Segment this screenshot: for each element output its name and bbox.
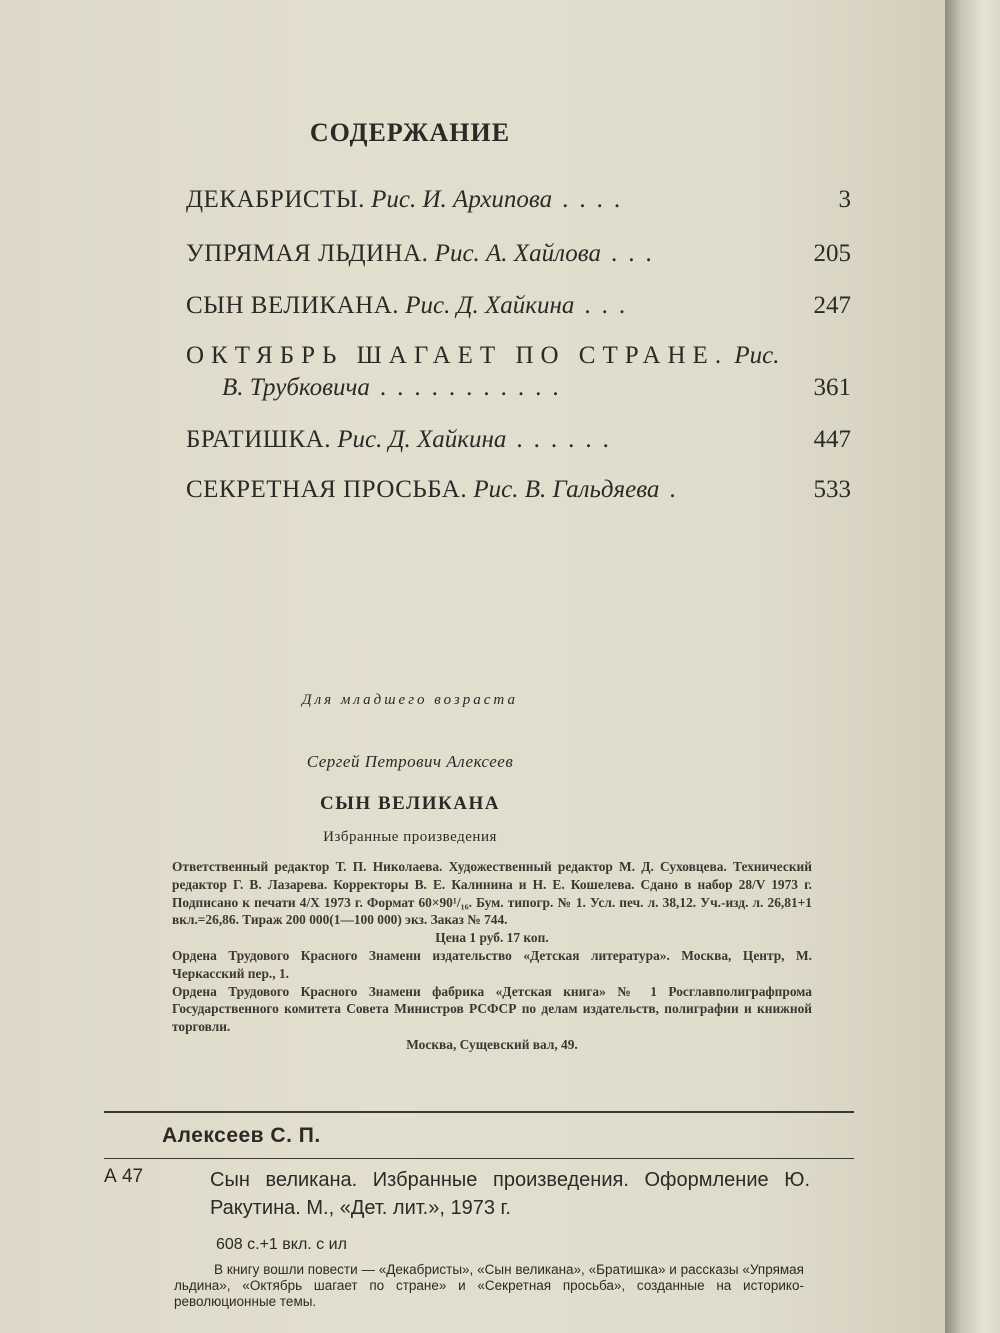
adjacent-page-edge [945,0,1000,1333]
toc-entry-page: 205 [813,240,851,267]
toc-entry-page: 361 [813,374,851,401]
catalog-author: Алексеев С. П. [162,1124,321,1147]
price: Цена 1 руб. 17 коп. [435,930,549,946]
leader-dots: ... [610,240,663,267]
toc-entry-page: 533 [813,476,851,503]
toc-entry [186,284,851,328]
catalog-pages: 608 с.+1 вкл. с ил [216,1236,347,1253]
toc-entry-continuation [186,366,851,410]
toc-entry-title: УПРЯМАЯ ЛЬДИНА. [186,240,429,267]
author-name: Сергей Петрович Алексеев [306,752,514,771]
catalog-description: Сын великана. Избранные произведения. Оформление Ю. Ракутина. М., «Дет. лит.», 1973 г. [210,1169,810,1219]
toc-entry-page: 447 [813,426,851,453]
leader-dots: . [669,476,687,503]
credits-editors: Ответственный редактор Т. П. Николаева. Художественный редактор М. Д. Суховцева. Технический редактор Г. В. Лазарева. Корректоры В. Е. Калинина и Н. Е. Кошелева. Сдано в набор 28/V 1973 г. Подписано к печати 4/X 1973 г. Формат 60×90¹/₁₆. Бум. типогр. № 1. Усл. печ. л. 38,12. Уч.-изд. л. 26,81+1 вкл.=26,86. Тираж 200 000(1—100 000) экз. Заказ № 744. [172,859,812,928]
contents-heading: СОДЕРЖАНИЕ [309,118,511,147]
divider [104,1111,854,1113]
toc-entry-page: 247 [813,292,851,319]
leader-dots: ... [584,292,637,319]
toc-entry [186,468,851,512]
toc-entry-illustrator: Рис. В. Гальдяева [473,476,660,503]
toc-entry-illustrator: В. Трубковича [222,374,370,401]
printer-address: Москва, Сущевский вал, 49. [406,1036,578,1052]
catalog-code: А 47 [104,1166,144,1187]
leader-dots: ...... [516,426,620,453]
catalog-annotation [174,1262,804,1310]
age-group: Для младшего возраста [302,692,518,708]
toc-entry-illustrator: Рис. [734,342,780,369]
toc-entry-illustrator: Рис. А. Хайлова [434,240,601,267]
book-subtitle: Избранные произведения [323,829,497,845]
credits-printer: Ордена Трудового Красного Знамени фабрика «Детская книга» № 1 Росглавполиграфпрома Государственного комитета Совета Министров РСФСР по делам издательств, полиграфии и книжной торговли. [172,983,812,1035]
toc-entry-illustrator: Рис. Д. Хайкина [337,426,507,453]
toc-entry [186,178,851,222]
annotation-text: В книгу вошли повести — «Декабристы», «Сын великана», «Братишка» и рассказы «Упрямая льдина», «Октябрь шагает по стране» и «Секретная просьба», созданные на историко-революционные темы. [174,1262,804,1309]
toc-entry [186,418,851,462]
toc-entry-title: СЫН ВЕЛИКАНА. [186,292,399,319]
leader-dots: .... [562,186,632,213]
toc-entry-title: СЕКРЕТНАЯ ПРОСЬБА. [186,476,468,503]
toc-entry-title: ДЕКАБРИСТЫ. [186,186,365,213]
toc-entry-illustrator: Рис. Д. Хайкина [405,292,575,319]
toc-entry [186,232,851,276]
toc-entry-page: 3 [838,186,851,213]
publication-credits [172,858,812,1054]
divider [104,1158,854,1159]
book-title: СЫН ВЕЛИКАНА [320,793,500,814]
credits-publisher: Ордена Трудового Красного Знамени издательство «Детская литература». Москва, Центр, М. Черкасский пер., 1. [172,947,812,981]
leader-dots: ........... [379,374,570,401]
toc-entry-illustrator: Рис. И. Архипова [371,186,553,213]
toc-entry-title: БРАТИШКА. [186,426,331,453]
toc-entry-title: ОКТЯБРЬ ШАГАЕТ ПО СТРАНЕ. [186,342,729,369]
